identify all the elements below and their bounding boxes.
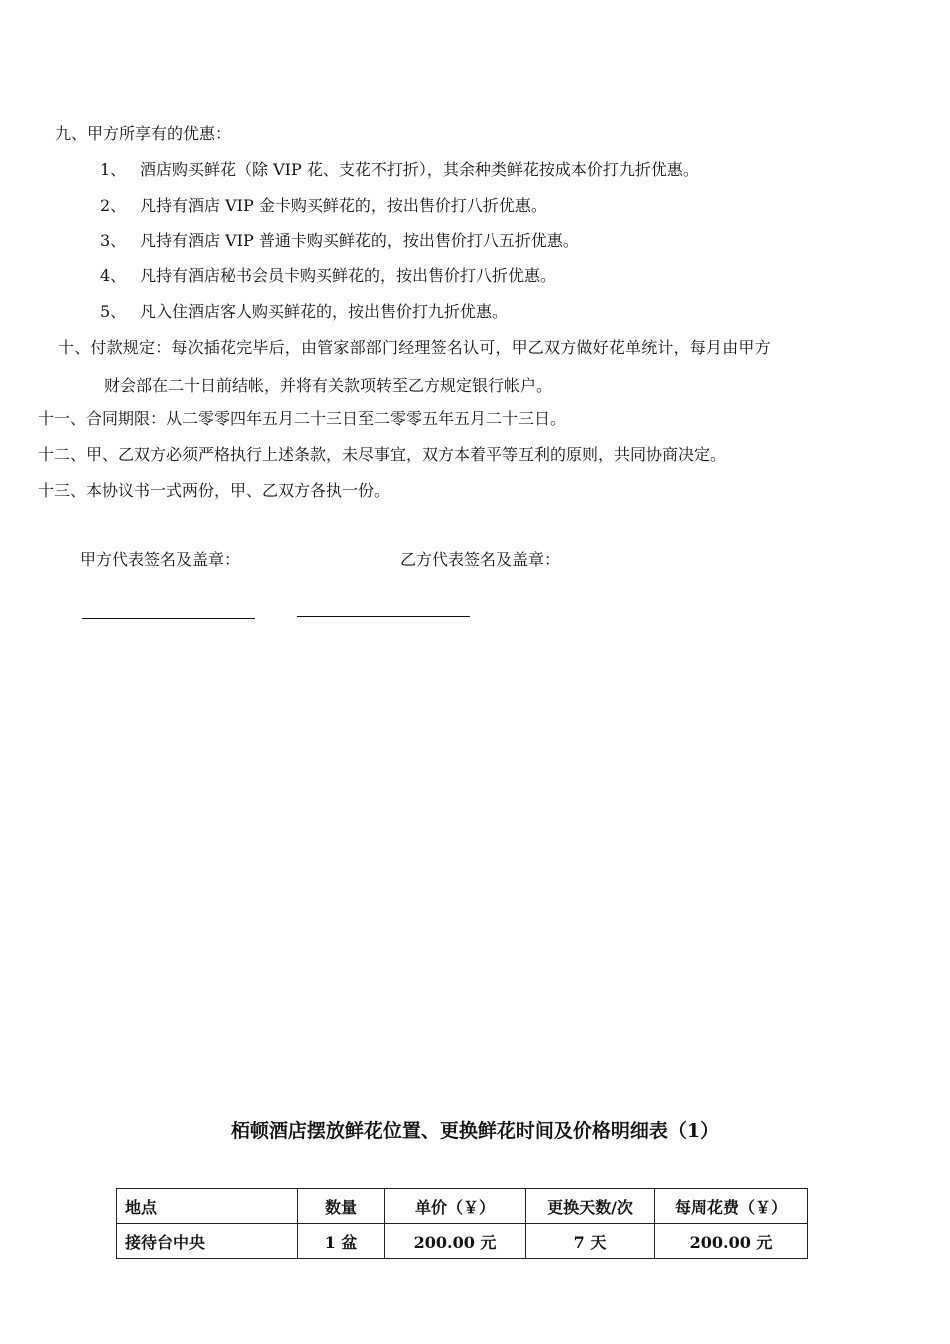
clause-nine-item-3-num: 3、 (100, 231, 127, 250)
clause-nine-heading: 九、甲方所享有的优惠： (55, 124, 232, 143)
header-unit-price: 单价（￥） (385, 1189, 526, 1224)
clause-twelve: 十二、甲、乙双方必须严格执行上述条款，未尽事宜，双方本着平等互利的原则，共同协商决定。 (38, 445, 727, 464)
clause-ten-line-1: 十、付款规定：每次插花完毕后，由管家部部门经理签名认可，甲乙双方做好花单统计，每月由甲方 (58, 338, 771, 357)
table-row (117, 1224, 808, 1259)
party-a-signature-label: 甲方代表签名及盖章： (80, 550, 241, 569)
clause-nine-item-2-text: 凡持有酒店 VIP 金卡购买鲜花的，按出售价打八折优惠。 (140, 196, 547, 215)
clause-eleven: 十一、合同期限：从二零零四年五月二十三日至二零零五年五月二十三日。 (38, 409, 567, 428)
clause-nine-item-4-num: 4、 (100, 266, 127, 285)
header-weekly-cost: 每周花费（￥） (655, 1189, 808, 1224)
cell-weekly-cost: 200.00 元 (655, 1224, 808, 1259)
clause-nine-item-1-num: 1、 (100, 160, 127, 179)
cell-location: 接待台中央 (117, 1224, 298, 1259)
clause-nine-item-2-num: 2、 (100, 196, 127, 215)
header-change-days: 更换天数/次 (526, 1189, 655, 1224)
header-location: 地点 (117, 1189, 298, 1224)
clause-nine-item-3-text: 凡持有酒店 VIP 普通卡购买鲜花的，按出售价打八五折优惠。 (140, 231, 579, 250)
clause-ten-line-2: 财会部在二十日前结帐，并将有关款项转至乙方规定银行帐户。 (104, 376, 553, 395)
party-a-signature-line (82, 618, 255, 619)
header-quantity: 数量 (298, 1189, 385, 1224)
clause-nine-item-4-text: 凡持有酒店秘书会员卡购买鲜花的，按出售价打八折优惠。 (140, 266, 557, 285)
clause-nine-item-5-text: 凡入住酒店客人购买鲜花的，按出售价打九折优惠。 (140, 302, 509, 321)
price-table-header-row (117, 1189, 808, 1224)
clause-thirteen: 十三、本协议书一式两份，甲、乙双方各执一份。 (38, 481, 391, 500)
cell-unit-price: 200.00 元 (385, 1224, 526, 1259)
clause-nine-item-1-text: 酒店购买鲜花（除 VIP 花、支花不打折），其余种类鲜花按成本价打九折优惠。 (140, 160, 699, 179)
price-table-title: 栢顿酒店摆放鲜花位置、更换鲜花时间及价格明细表（1） (230, 1120, 720, 1142)
clause-nine-item-5-num: 5、 (100, 302, 127, 321)
cell-change-days: 7 天 (526, 1224, 655, 1259)
cell-quantity: 1 盆 (298, 1224, 385, 1259)
party-b-signature-label: 乙方代表签名及盖章： (400, 550, 561, 569)
party-b-signature-line (297, 616, 470, 617)
price-table (116, 1188, 808, 1259)
